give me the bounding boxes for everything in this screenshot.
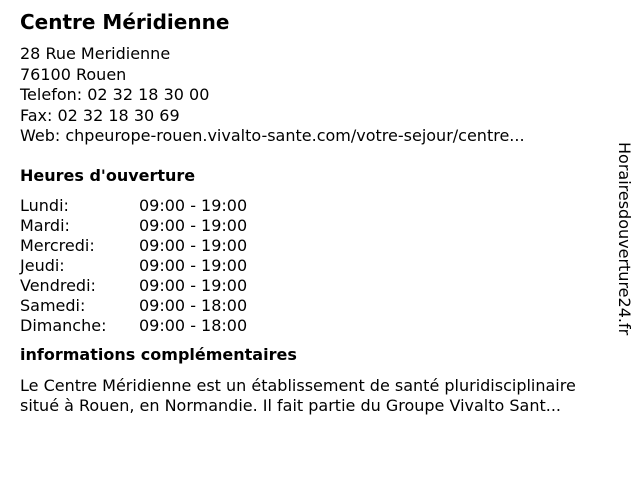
hours-row-saturday xyxy=(20,296,610,316)
day-label: Dimanche: xyxy=(20,315,107,335)
time-range: 09:00 - 19:00 xyxy=(139,235,248,255)
site-watermark xyxy=(612,133,636,345)
time-range: 09:00 - 19:00 xyxy=(139,195,248,215)
time-range: 09:00 - 18:00 xyxy=(139,295,248,315)
time-range: 09:00 - 18:00 xyxy=(139,315,248,335)
business-name: Centre Méridienne xyxy=(20,10,230,34)
day-label: Mardi: xyxy=(20,215,70,235)
hours-row-wednesday xyxy=(20,236,610,256)
opening-hours-list xyxy=(20,196,610,336)
description-line: situé à Rouen, en Normandie. Il fait partie du Groupe Vivalto Sant... xyxy=(20,396,562,415)
hours-row-tuesday xyxy=(20,216,610,236)
additional-info-heading: informations complémentaires xyxy=(20,344,297,364)
description-line: Le Centre Méridienne est un établissement de santé pluridisciplinaire xyxy=(20,375,576,395)
time-range: 09:00 - 19:00 xyxy=(139,215,248,235)
business-card xyxy=(20,8,610,417)
opening-hours-heading: Heures d'ouverture xyxy=(20,165,196,185)
website-line: Web: chpeurope-rouen.vivalto-sante.com/votre-sejour/centre... xyxy=(20,126,525,145)
day-label: Vendredi: xyxy=(20,275,96,295)
hours-row-friday xyxy=(20,276,610,296)
site-watermark-text: Horairesdouverture24.fr xyxy=(615,142,634,336)
description xyxy=(20,376,610,417)
day-label: Lundi: xyxy=(20,195,69,215)
day-label: Mercredi: xyxy=(20,235,95,255)
hours-row-sunday xyxy=(20,316,610,336)
fax-number: Fax: 02 32 18 30 69 xyxy=(20,105,180,125)
address-block xyxy=(20,44,610,147)
hours-row-monday xyxy=(20,196,610,216)
time-range: 09:00 - 19:00 xyxy=(139,275,248,295)
day-label: Samedi: xyxy=(20,295,86,315)
street-address: 28 Rue Meridienne xyxy=(20,44,171,63)
phone-number: Telefon: 02 32 18 30 00 xyxy=(20,85,210,104)
time-range: 09:00 - 19:00 xyxy=(139,255,248,275)
day-label: Jeudi: xyxy=(20,255,65,275)
city-postal-code: 76100 Rouen xyxy=(20,64,127,84)
hours-row-thursday xyxy=(20,256,610,276)
